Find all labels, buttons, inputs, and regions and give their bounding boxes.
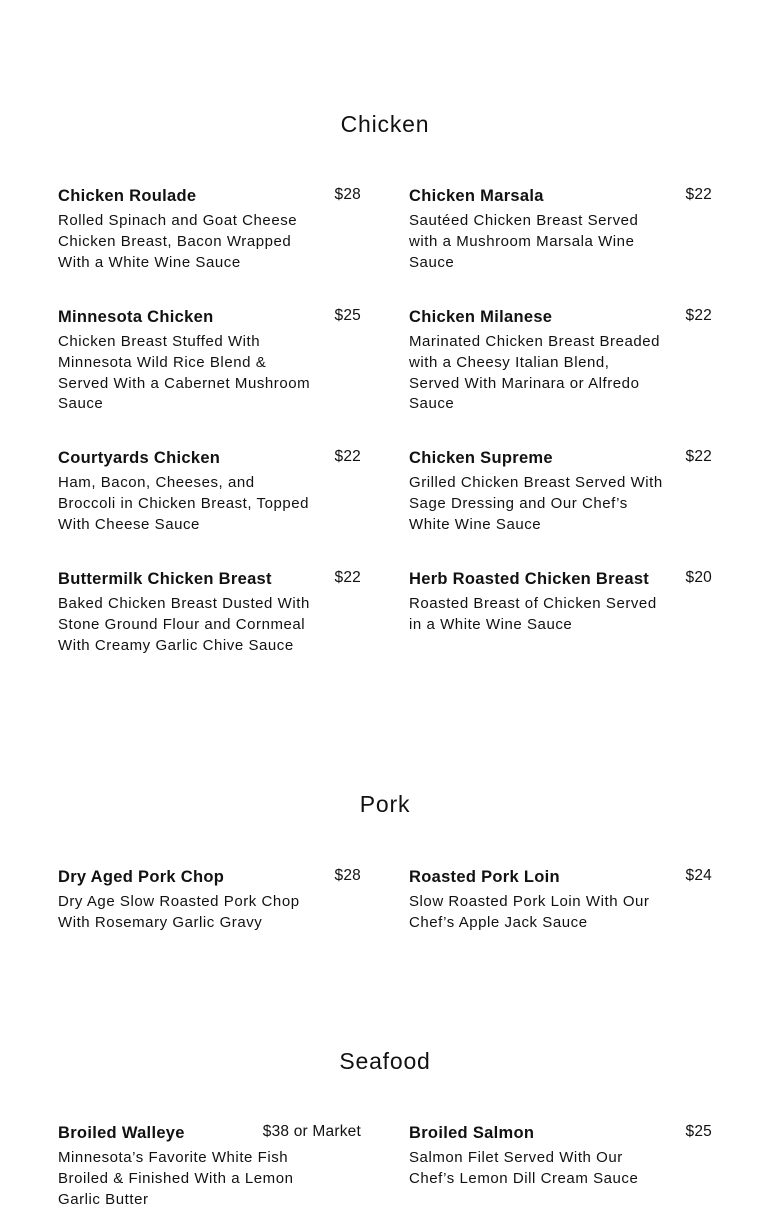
menu-item-description: Sautéed Chicken Breast Served with a Mushroom Marsala Wine Sauce <box>409 212 639 271</box>
menu-item-description: Minnesota’s Favorite White Fish Broiled & Finished With a Lemon Garlic Butter <box>58 1149 294 1208</box>
menu-item-chicken-milanese <box>409 306 712 415</box>
menu-item-name: Chicken Marsala <box>409 187 544 205</box>
menu-item-price: $20 <box>685 569 712 586</box>
menu-item-roasted-pork-loin <box>409 866 712 934</box>
menu-item-name: Minnesota Chicken <box>58 308 214 326</box>
menu-item-price: $28 <box>334 867 361 884</box>
menu-item-minnesota-chicken <box>58 306 361 415</box>
menu-item-name: Chicken Roulade <box>58 187 197 205</box>
menu-item-name: Buttermilk Chicken Breast <box>58 570 272 588</box>
menu-item-price: $22 <box>334 569 361 586</box>
menu-item-price: $24 <box>685 867 712 884</box>
menu-item-name: Dry Aged Pork Chop <box>58 868 225 886</box>
menu-item-price: $22 <box>685 307 712 324</box>
menu-item-chicken-supreme <box>409 447 712 535</box>
menu-item-price: $25 <box>685 1123 712 1140</box>
menu-item-broiled-walleye <box>58 1122 361 1210</box>
menu-item-description: Slow Roasted Pork Loin With Our Chef’s Apple Jack Sauce <box>409 893 650 931</box>
menu-item-description: Marinated Chicken Breast Breaded with a Cheesy Italian Blend, Served With Marinara or Alfredo Sauce <box>409 333 661 413</box>
menu-item-description: Baked Chicken Breast Dusted With Stone Ground Flour and Cornmeal With Creamy Garlic Chive Sauce <box>58 595 310 654</box>
menu-item-price: $38 or Market <box>262 1123 361 1140</box>
menu-item-description: Grilled Chicken Breast Served With Sage Dressing and Our Chef’s White Wine Sauce <box>409 474 663 533</box>
menu-item-description: Dry Age Slow Roasted Pork Chop With Rosemary Garlic Gravy <box>58 893 300 931</box>
menu-item-name: Broiled Salmon <box>409 1124 535 1142</box>
menu-item-dry-aged-pork-chop <box>58 866 361 934</box>
menu-item-courtyards-chicken <box>58 447 361 535</box>
menu-item-herb-roasted-chicken-breast <box>409 568 712 636</box>
menu-item-price: $22 <box>334 448 361 465</box>
section-title-pork: Pork <box>359 791 411 817</box>
section-title-seafood: Seafood <box>339 1048 431 1074</box>
menu-item-name: Broiled Walleye <box>58 1124 185 1142</box>
menu-item-chicken-marsala <box>409 185 712 273</box>
menu-item-description: Chicken Breast Stuffed With Minnesota Wild Rice Blend & Served With a Cabernet Mushroom Sauce <box>58 333 311 413</box>
menu-item-description: Ham, Bacon, Cheeses, and Broccoli in Chicken Breast, Topped With Cheese Sauce <box>58 474 310 533</box>
menu-item-name: Courtyards Chicken <box>58 449 221 467</box>
menu-item-buttermilk-chicken-breast <box>58 568 361 656</box>
menu-item-price: $25 <box>334 307 361 324</box>
menu-item-broiled-salmon <box>409 1122 712 1190</box>
section-title-chicken: Chicken <box>340 111 430 137</box>
menu-item-description: Rolled Spinach and Goat Cheese Chicken Breast, Bacon Wrapped With a White Wine Sauce <box>58 212 298 271</box>
menu-item-name: Chicken Milanese <box>409 308 553 326</box>
menu-item-name: Herb Roasted Chicken Breast <box>409 570 650 588</box>
menu-item-price: $28 <box>334 186 361 203</box>
menu-item-price: $22 <box>685 448 712 465</box>
menu-item-chicken-roulade <box>58 185 361 273</box>
menu-item-description: Roasted Breast of Chicken Served in a White Wine Sauce <box>409 595 657 633</box>
menu-item-name: Roasted Pork Loin <box>409 868 560 886</box>
menu-item-description: Salmon Filet Served With Our Chef’s Lemon Dill Cream Sauce <box>409 1149 639 1187</box>
menu-item-name: Chicken Supreme <box>409 449 553 467</box>
menu-item-price: $22 <box>685 186 712 203</box>
